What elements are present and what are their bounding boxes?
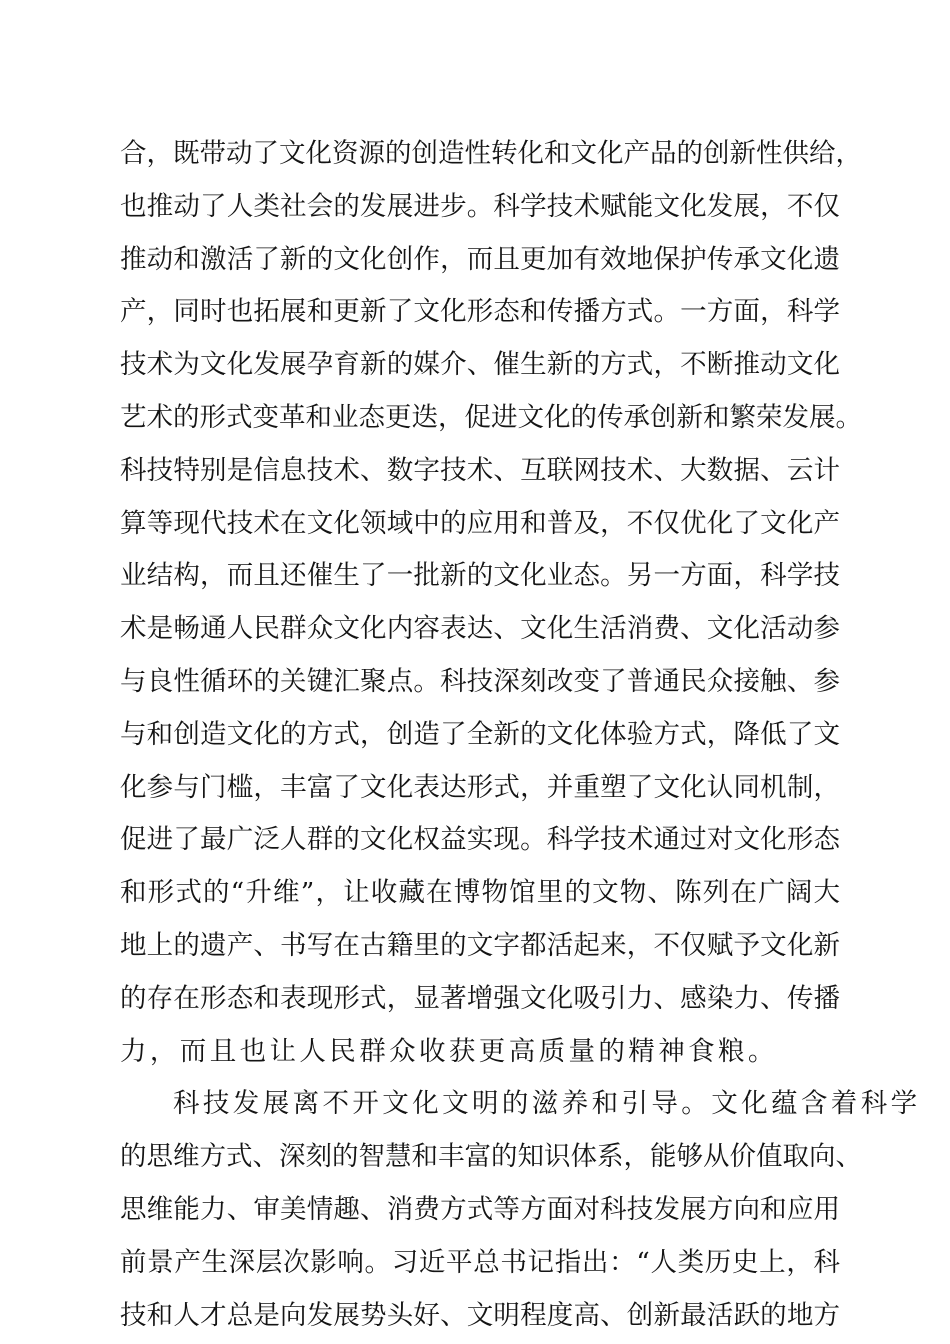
text-line: 算等现代技术在文化领域中的应用和普及，不仅优化了文化产 (120, 507, 840, 539)
body-text (120, 128, 921, 1342)
text-line: 推动和激活了新的文化创作，而且更加有效地保护传承文化遗 (120, 243, 840, 275)
text-line: 科技特别是信息技术、数字技术、互联网技术、大数据、云计 (120, 454, 840, 486)
text-line: 产，同时也拓展和更新了文化形态和传播方式。一方面，科学 (120, 296, 840, 328)
text-line: 与和创造文化的方式，创造了全新的文化体验方式，降低了文 (120, 718, 840, 750)
text-line: 思维能力、审美情趣、消费方式等方面对科技发展方向和应用 (120, 1193, 840, 1225)
text-line: 地上的遗产、书写在古籍里的文字都活起来，不仅赋予文化新 (120, 929, 840, 961)
text-line: 也推动了人类社会的发展进步。科学技术赋能文化发展，不仅 (120, 190, 840, 222)
text-line: 和形式的“升维”，让收藏在博物馆里的文物、陈列在广阔大 (120, 877, 840, 909)
text-line: 的存在形态和表现形式，显著增强文化吸引力、感染力、传播 (120, 982, 840, 1014)
text-line: 的思维方式、深刻的智慧和丰富的知识体系，能够从价值取向、 (120, 1141, 862, 1173)
text-line: 艺术的形式变革和业态更迭，促进文化的传承创新和繁荣发展。 (120, 401, 862, 433)
text-line: 促进了最广泛人群的文化权益实现。科学技术通过对文化形态 (120, 824, 840, 856)
text-line: 化参与门槛，丰富了文化表达形式，并重塑了文化认同机制， (120, 771, 840, 803)
text-line: 术是畅通人民群众文化内容表达、文化生活消费、文化活动参 (120, 613, 840, 645)
text-line: 技术为文化发展孕育新的媒介、催生新的方式，不断推动文化 (120, 349, 840, 381)
text-line: 与良性循环的关键汇聚点。科技深刻改变了普通民众接触、参 (120, 665, 840, 697)
text-line: 前景产生深层次影响。习近平总书记指出：“人类历史上，科 (120, 1246, 840, 1278)
text-line: 合，既带动了文化资源的创造性转化和文化产品的创新性供给， (120, 138, 862, 169)
paragraph-start-line: 科技发展离不开文化文明的滋养和引导。文化蕴含着科学 (173, 1088, 921, 1120)
paragraph-end-line: 力，而且也让人民群众收获更高质量的精神食粮。 (120, 1035, 778, 1067)
text-line: 技和人才总是向发展势头好、文明程度高、创新最活跃的地方 (120, 1299, 840, 1331)
text-line: 业结构，而且还催生了一批新的文化业态。另一方面，科学技 (120, 560, 840, 592)
